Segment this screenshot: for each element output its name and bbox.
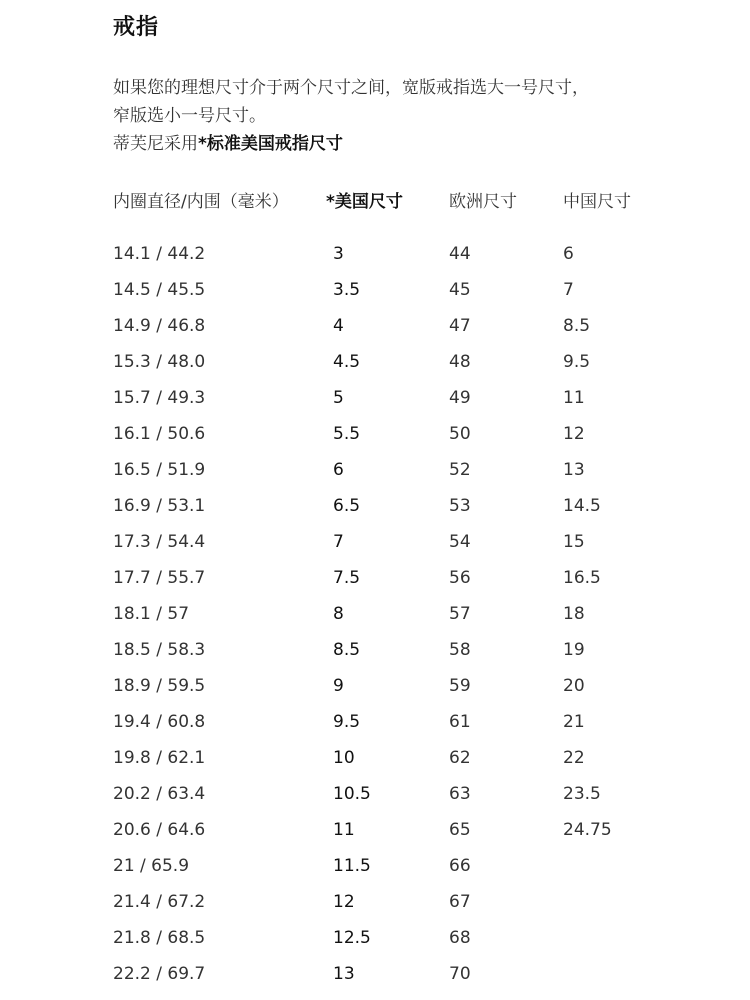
eu-size-cell: 62 bbox=[449, 748, 471, 768]
cn-size-cell: 9.5 bbox=[563, 352, 591, 372]
cn-size-cell: 23.5 bbox=[563, 784, 601, 804]
table-row bbox=[0, 708, 750, 744]
diameter-cell: 14.1 / 44.2 bbox=[113, 244, 206, 264]
cn-size-cell: 24.75 bbox=[563, 820, 612, 840]
intro-line-3-prefix: 蒂芙尼采用 bbox=[113, 134, 198, 154]
eu-size-cell: 57 bbox=[449, 604, 471, 624]
table-row bbox=[0, 672, 750, 708]
us-size-cell: 6 bbox=[333, 460, 344, 480]
diameter-cell: 15.3 / 48.0 bbox=[113, 352, 206, 372]
table-row bbox=[0, 348, 750, 384]
eu-size-cell: 59 bbox=[449, 676, 471, 696]
cn-size-cell: 13 bbox=[563, 460, 585, 480]
page-title: 戒指 bbox=[113, 15, 160, 40]
table-row bbox=[0, 528, 750, 564]
diameter-cell: 22.2 / 69.7 bbox=[113, 964, 206, 984]
us-size-cell: 9.5 bbox=[333, 712, 361, 732]
us-size-cell: 8 bbox=[333, 604, 344, 624]
eu-size-cell: 49 bbox=[449, 388, 471, 408]
table-row bbox=[0, 816, 750, 852]
us-size-cell: 10 bbox=[333, 748, 355, 768]
eu-size-cell: 50 bbox=[449, 424, 471, 444]
eu-size-cell: 67 bbox=[449, 892, 471, 912]
cn-size-cell: 6 bbox=[563, 244, 574, 264]
diameter-cell: 20.2 / 63.4 bbox=[113, 784, 206, 804]
cn-size-cell: 21 bbox=[563, 712, 585, 732]
intro-line-3 bbox=[113, 130, 673, 158]
eu-size-cell: 56 bbox=[449, 568, 471, 588]
diameter-cell: 15.7 / 49.3 bbox=[113, 388, 206, 408]
table-row bbox=[0, 492, 750, 528]
eu-size-cell: 54 bbox=[449, 532, 471, 552]
eu-size-cell: 58 bbox=[449, 640, 471, 660]
header-eu-size: 欧洲尺寸 bbox=[449, 192, 517, 212]
us-size-cell: 8.5 bbox=[333, 640, 361, 660]
cn-size-cell: 20 bbox=[563, 676, 585, 696]
cn-size-cell: 16.5 bbox=[563, 568, 601, 588]
eu-size-cell: 68 bbox=[449, 928, 471, 948]
us-size-cell: 3.5 bbox=[333, 280, 361, 300]
eu-size-cell: 45 bbox=[449, 280, 471, 300]
diameter-cell: 21.4 / 67.2 bbox=[113, 892, 206, 912]
cn-size-cell: 22 bbox=[563, 748, 585, 768]
eu-size-cell: 70 bbox=[449, 964, 471, 984]
us-size-cell: 10.5 bbox=[333, 784, 371, 804]
diameter-cell: 18.1 / 57 bbox=[113, 604, 190, 624]
table-row bbox=[0, 924, 750, 960]
cn-size-cell: 18 bbox=[563, 604, 585, 624]
cn-size-cell: 15 bbox=[563, 532, 585, 552]
eu-size-cell: 48 bbox=[449, 352, 471, 372]
eu-size-cell: 53 bbox=[449, 496, 471, 516]
table-row bbox=[0, 888, 750, 924]
diameter-cell: 14.9 / 46.8 bbox=[113, 316, 206, 336]
diameter-cell: 19.8 / 62.1 bbox=[113, 748, 206, 768]
us-size-cell: 5.5 bbox=[333, 424, 361, 444]
us-size-cell: 13 bbox=[333, 964, 355, 984]
intro-text bbox=[113, 74, 673, 158]
table-row bbox=[0, 636, 750, 672]
table-row bbox=[0, 420, 750, 456]
header-us-size: *美国尺寸 bbox=[326, 192, 403, 212]
diameter-cell: 14.5 / 45.5 bbox=[113, 280, 206, 300]
table-row bbox=[0, 276, 750, 312]
us-size-cell: 11 bbox=[333, 820, 355, 840]
eu-size-cell: 61 bbox=[449, 712, 471, 732]
table-row bbox=[0, 564, 750, 600]
cn-size-cell: 19 bbox=[563, 640, 585, 660]
diameter-cell: 18.5 / 58.3 bbox=[113, 640, 206, 660]
eu-size-cell: 65 bbox=[449, 820, 471, 840]
size-table bbox=[0, 240, 750, 996]
us-size-cell: 9 bbox=[333, 676, 344, 696]
us-size-cell: 5 bbox=[333, 388, 344, 408]
diameter-cell: 20.6 / 64.6 bbox=[113, 820, 206, 840]
diameter-cell: 21 / 65.9 bbox=[113, 856, 190, 876]
eu-size-cell: 52 bbox=[449, 460, 471, 480]
table-row bbox=[0, 384, 750, 420]
table-row bbox=[0, 780, 750, 816]
eu-size-cell: 63 bbox=[449, 784, 471, 804]
header-diameter: 内圈直径/内围（毫米） bbox=[113, 192, 289, 212]
diameter-cell: 17.3 / 54.4 bbox=[113, 532, 206, 552]
cn-size-cell: 11 bbox=[563, 388, 585, 408]
eu-size-cell: 47 bbox=[449, 316, 471, 336]
table-row bbox=[0, 456, 750, 492]
diameter-cell: 16.5 / 51.9 bbox=[113, 460, 206, 480]
intro-line-1: 如果您的理想尺寸介于两个尺寸之间，宽版戒指选大一号尺寸， bbox=[113, 78, 589, 98]
eu-size-cell: 44 bbox=[449, 244, 471, 264]
us-size-cell: 3 bbox=[333, 244, 344, 264]
us-size-cell: 4.5 bbox=[333, 352, 361, 372]
us-size-cell: 7 bbox=[333, 532, 344, 552]
us-size-cell: 7.5 bbox=[333, 568, 361, 588]
cn-size-cell: 7 bbox=[563, 280, 574, 300]
us-size-cell: 12.5 bbox=[333, 928, 371, 948]
us-standard-note: *标准美国戒指尺寸 bbox=[198, 134, 343, 154]
diameter-cell: 16.1 / 50.6 bbox=[113, 424, 206, 444]
cn-size-cell: 14.5 bbox=[563, 496, 601, 516]
table-row bbox=[0, 240, 750, 276]
diameter-cell: 21.8 / 68.5 bbox=[113, 928, 206, 948]
diameter-cell: 18.9 / 59.5 bbox=[113, 676, 206, 696]
table-row bbox=[0, 852, 750, 888]
us-size-cell: 4 bbox=[333, 316, 344, 336]
intro-line-2: 窄版选小一号尺寸。 bbox=[113, 106, 266, 126]
table-row bbox=[0, 600, 750, 636]
us-size-cell: 6.5 bbox=[333, 496, 361, 516]
eu-size-cell: 66 bbox=[449, 856, 471, 876]
header-cn-size: 中国尺寸 bbox=[563, 192, 631, 212]
diameter-cell: 19.4 / 60.8 bbox=[113, 712, 206, 732]
table-row bbox=[0, 744, 750, 780]
table-row bbox=[0, 312, 750, 348]
us-size-cell: 11.5 bbox=[333, 856, 371, 876]
diameter-cell: 17.7 / 55.7 bbox=[113, 568, 206, 588]
us-size-cell: 12 bbox=[333, 892, 355, 912]
cn-size-cell: 12 bbox=[563, 424, 585, 444]
diameter-cell: 16.9 / 53.1 bbox=[113, 496, 206, 516]
cn-size-cell: 8.5 bbox=[563, 316, 591, 336]
table-row bbox=[0, 960, 750, 996]
